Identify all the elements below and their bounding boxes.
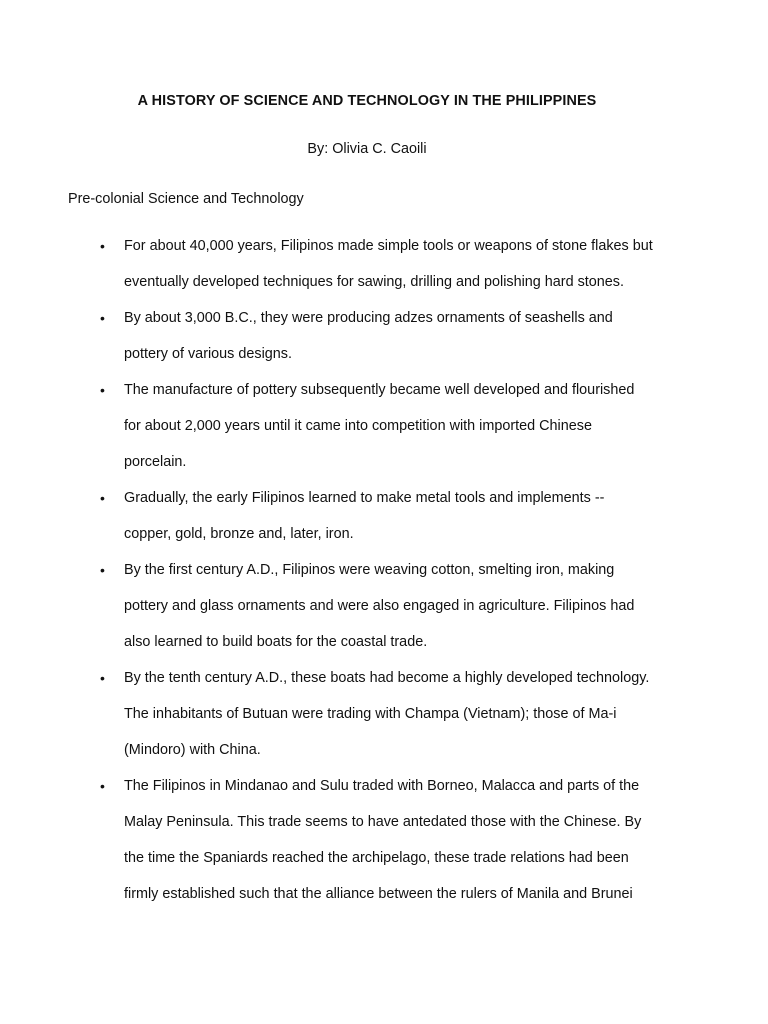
bullet-line: By the first century A.D., Filipinos were weaving cotton, smelting iron, making [124, 562, 615, 578]
list-item [0, 300, 684, 372]
bullet-line: pottery of various designs. [124, 346, 292, 362]
list-item [0, 372, 684, 480]
bullet-line: Malay Peninsula. This trade seems to have antedated those with the Chinese. By [124, 814, 642, 830]
bullet-icon: • [100, 490, 105, 506]
section-heading: Pre-colonial Science and Technology [68, 191, 304, 207]
list-item [0, 552, 684, 660]
bullet-list [0, 228, 768, 912]
bullet-icon: • [100, 382, 105, 398]
list-item [0, 228, 684, 300]
bullet-line: pottery and glass ornaments and were also engaged in agriculture. Filipinos had [124, 598, 635, 614]
bullet-icon: • [100, 670, 105, 686]
bullet-line: also learned to build boats for the coastal trade. [124, 634, 428, 650]
bullet-line: The Filipinos in Mindanao and Sulu traded with Borneo, Malacca and parts of the [124, 778, 640, 794]
bullet-icon: • [100, 310, 105, 326]
bullet-line: The manufacture of pottery subsequently became well developed and flourished [124, 382, 635, 398]
bullet-line: By about 3,000 B.C., they were producing adzes ornaments of seashells and [124, 310, 613, 326]
bullet-line: Gradually, the early Filipinos learned to make metal tools and implements -- [124, 490, 605, 506]
bullet-line: porcelain. [124, 454, 187, 470]
bullet-icon: • [100, 238, 105, 254]
bullet-line: eventually developed techniques for sawing, drilling and polishing hard stones. [124, 274, 624, 290]
list-item [0, 660, 684, 768]
bullet-line: for about 2,000 years until it came into competition with imported Chinese [124, 418, 592, 434]
document-title: A HISTORY OF SCIENCE AND TECHNOLOGY IN THE PHILIPPINES [137, 93, 597, 109]
bullet-line: For about 40,000 years, Filipinos made simple tools or weapons of stone flakes but [124, 238, 653, 254]
bullet-line: firmly established such that the alliance between the rulers of Manila and Brunei [124, 886, 633, 902]
bullet-icon: • [100, 562, 105, 578]
bullet-line: copper, gold, bronze and, later, iron. [124, 526, 354, 542]
list-item [0, 768, 684, 912]
bullet-line: By the tenth century A.D., these boats had become a highly developed technology. [124, 670, 650, 686]
bullet-line: the time the Spaniards reached the archipelago, these trade relations had been [124, 850, 629, 866]
bullet-line: The inhabitants of Butuan were trading with Champa (Vietnam); those of Ma-i [124, 706, 617, 722]
bullet-icon: • [100, 778, 105, 794]
list-item [0, 480, 684, 552]
bullet-line: (Mindoro) with China. [124, 742, 261, 758]
author-byline: By: Olivia C. Caoili [307, 141, 427, 157]
